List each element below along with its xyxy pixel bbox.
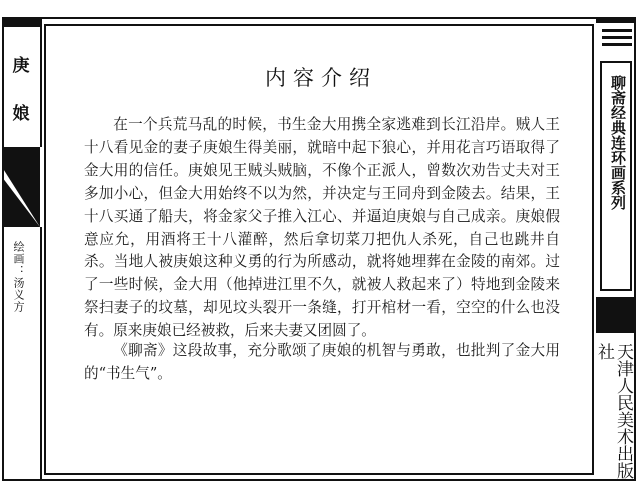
publisher-name: 天津人民美术出版社	[594, 343, 633, 479]
right-top-bar	[596, 17, 636, 23]
series-title: 聊斋经典连环画系列	[609, 75, 627, 210]
summary-paragraph-1: 在一个兵荒马乱的时候，书生金大用携全家逃难到长江沿岸。贼人王十八看见金的妻子庚娘生得美丽，就暗中起下狼心，并用花言巧语取得了金大用的信任。庚娘见王贼头贼脑，不像个正派人，曾数次劝告丈夫对王多加小心，但金大用始终不以为然，并决定与王同舟到金陵去。结果，王十八买通了船夫，将金家父子推入江心、并逼迫庚娘与自己成亲。庚娘假意应允，用酒将王十八灌醉，然后拿切菜刀把仇人杀死，自己也跳井自杀。当地人被庚娘这种义勇的行为所感动，就将她埋葬在金陵的南郊。过了一些时候，金大用（他掉进江里不久，就被人救起来了）特地到金陵来祭扫妻子的坟墓，却见坟头裂开一条缝，打开棺材一看，空空的什么也没有。原来庚娘已经被救，后来夫妻又团圆了。	[84, 116, 560, 340]
right-strip	[596, 17, 636, 481]
content-title: 内容介绍	[265, 66, 377, 90]
left-lower-box	[2, 227, 42, 479]
left-strip	[2, 17, 42, 481]
left-top-bar	[2, 17, 42, 27]
right-black-block	[596, 297, 636, 333]
book-title-char-1: 庚	[12, 56, 30, 76]
book-title-char-2: 娘	[12, 104, 30, 124]
artist-credit: 绘画：汤义方	[12, 241, 25, 313]
series-box	[600, 61, 632, 291]
left-title-box	[2, 27, 42, 147]
summary-paragraph-2: 《聊斋》这段故事，充分歌颂了庚娘的机智与勇敢，也批判了金大用的“书生气”。	[84, 342, 560, 382]
left-wedge-decoration	[2, 147, 42, 227]
content-frame	[44, 24, 594, 475]
right-stripes-decoration	[602, 29, 632, 55]
